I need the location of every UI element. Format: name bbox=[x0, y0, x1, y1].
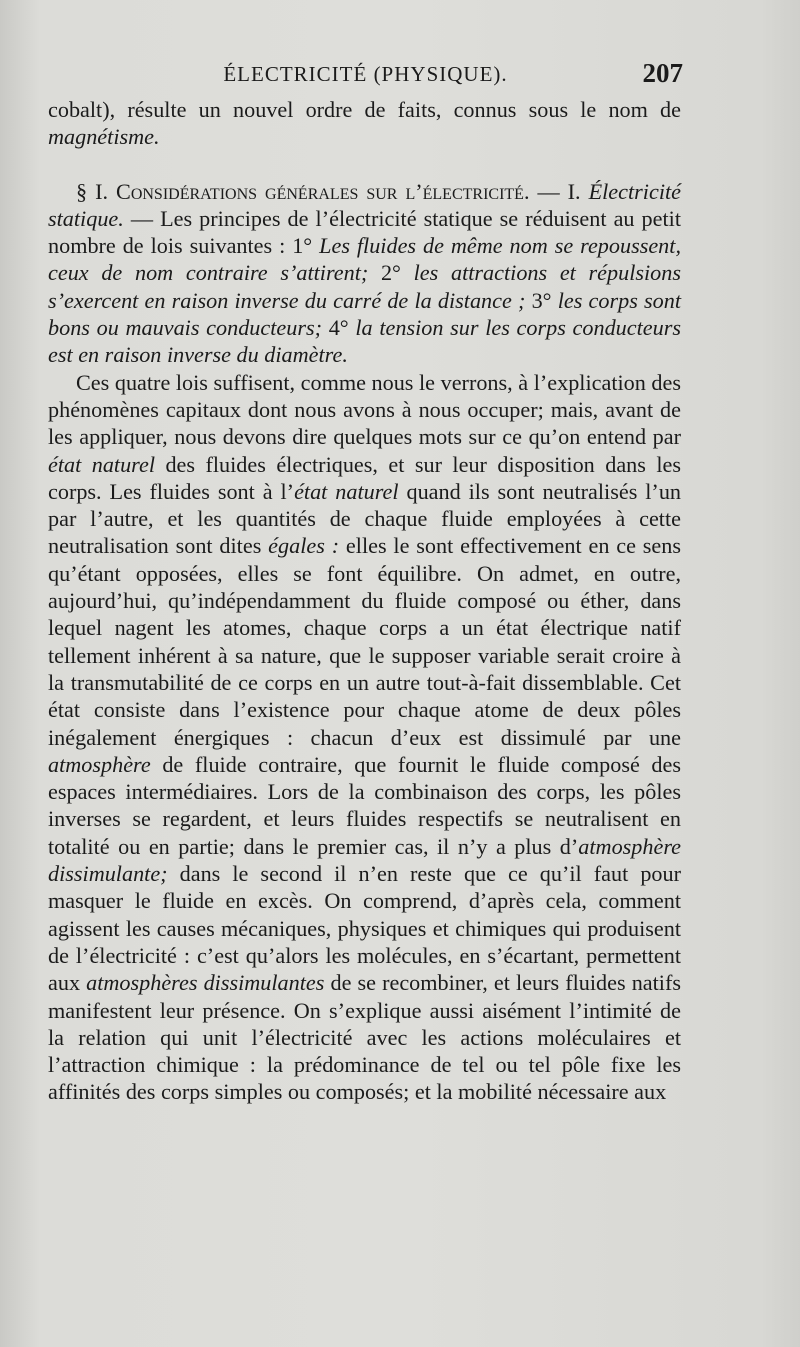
italic-term: état naturel bbox=[48, 451, 155, 477]
main-paragraph bbox=[48, 369, 681, 1106]
law-4: la tension sur les corps conducteurs est en raison inverse du diamètre. bbox=[48, 315, 681, 368]
text-run: 4° bbox=[322, 315, 356, 341]
text-run: de se recombiner, et leurs fluides natifs manifestent leur présence. On s’explique aussi aisément l’intimité de la relation qui unit l’électricité avec les actions moléculaires et l’attraction chimique : la prédominance de tel ou tel pôle fixe les affinités des corps simples ou composés; et la mobilité nécessaire aux bbox=[48, 970, 681, 1105]
text-run: elles le sont effectivement en ce sens qu’étant opposées, elles se font équilibre. On admet, en outre, aujourd’hui, qu’indépendamment du fluide composé ou éther, dans lequel nagent les atomes, chaque corps a un état électrique natif tellement inhérent à sa nature, que le supposer variable serait croire à la transmutabilité de ce corps en un autre tout-à-fait dissemblable. Cet état consiste dans l’existence pour chaque atome de deux pôles inégalement énergiques : chacun d’eux est dissimulé par une bbox=[48, 533, 682, 750]
body-text bbox=[48, 96, 681, 1106]
text-run: des fluides électriques, et sur leur disposition dans les corps. Les fluides sont à l’ bbox=[48, 451, 681, 504]
running-title: ÉLECTRICITÉ (PHYSIQUE). bbox=[223, 62, 508, 86]
text-run: de fluide contraire, que fournit le fluide composé des espaces intermédiaires. Lors de la combinaison des corps, les pôles inverses se regardent, et leurs fluides respectifs se neutralisent en totalité ou en partie; dans le premier cas, il n’y a plus d’ bbox=[48, 751, 681, 859]
paragraph-continuation bbox=[48, 96, 681, 151]
text-run: 3° bbox=[525, 287, 558, 313]
italic-subheading: Électricité statique. bbox=[48, 178, 681, 231]
section-heading: § I. Considérations générales sur l’électricité. — I. bbox=[76, 178, 589, 204]
law-1: Les fluides de même nom se repoussent, ceux de nom contraire s’attirent; bbox=[48, 233, 681, 286]
italic-term: magnétisme. bbox=[48, 124, 160, 150]
italic-term: atmosphères dissimulantes bbox=[86, 970, 325, 996]
text-run: — Les principes de l’électricité statique se réduisent au petit nombre de lois suivantes : 1° bbox=[48, 205, 681, 259]
text-run: cobalt), résulte un nouvel ordre de faits, connus sous le nom de bbox=[48, 97, 681, 122]
law-2: les attractions et répulsions s’exercent en raison inverse du carré de la distance ; bbox=[48, 260, 682, 313]
law-3: les corps sont bons ou mauvais conducteurs; bbox=[48, 287, 682, 341]
text-run: 2° bbox=[368, 260, 414, 286]
section-paragraph bbox=[48, 178, 681, 369]
italic-term: état naturel bbox=[294, 478, 399, 504]
italic-term: atmosphère dissimulante; bbox=[48, 833, 681, 887]
italic-term: atmosphère bbox=[48, 751, 151, 777]
text-run: Ces quatre lois suffisent, comme nous le verrons, à l’explication des phénomènes capitaux dont nous avons à nous occuper; mais, avant de les appliquer, nous devons dire quelques mots sur ce qu’on entend par bbox=[48, 369, 681, 450]
text-run: dans le second il n’en reste que ce qu’il faut pour masquer le fluide en excès. On comprend, d’après cela, comment agissent les causes mécaniques, physiques et chimiques qui produisent de l’électricité : c’est qu’alors les molécules, en s’écartant, permettent aux bbox=[48, 861, 681, 996]
italic-term: égales : bbox=[268, 533, 340, 559]
text-run: quand ils sont neutralisés l’un par l’autre, et les quantités de chaque fluide employées à cette neutralisation sont dites bbox=[48, 478, 682, 559]
page-header bbox=[48, 58, 683, 98]
page-number: 207 bbox=[642, 58, 683, 88]
